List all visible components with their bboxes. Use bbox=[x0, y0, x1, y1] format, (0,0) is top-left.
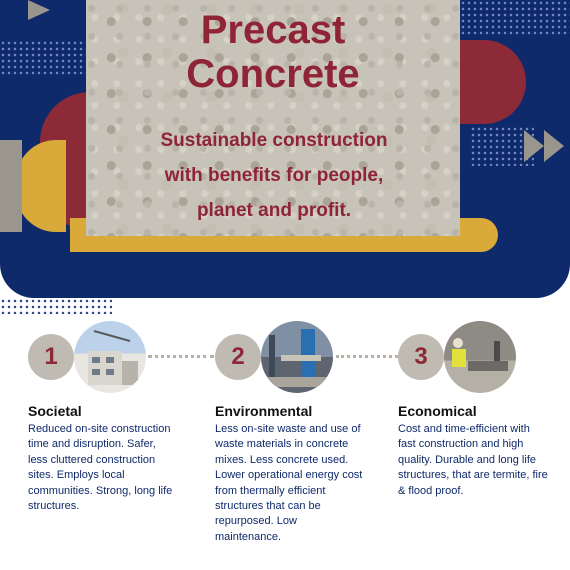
fast-forward-icon bbox=[522, 128, 566, 164]
column-text-societal: Reduced on-site construction time and disruption. Safer, less cluttered construction sites. Employs local communities. Strong, long life structures. bbox=[28, 423, 173, 513]
worker-photo-icon bbox=[444, 321, 516, 393]
factory-photo-icon bbox=[261, 321, 333, 393]
building-photo-icon bbox=[74, 321, 146, 393]
arrow-icon bbox=[28, 0, 50, 20]
grey-shape-left bbox=[0, 140, 22, 232]
dot-pattern-top-right bbox=[460, 0, 570, 36]
subtitle bbox=[118, 123, 430, 228]
dotted-connector-1 bbox=[148, 355, 214, 358]
column-text-environmental: Less on-site waste and use of waste materials in concrete mixes. Less concrete used. Lower operational energy cost from thermally efficient structures that can be repurposed. Low maintenance. bbox=[215, 423, 363, 543]
subtitle-line-3: planet and profit. bbox=[196, 200, 352, 221]
page-title bbox=[86, 8, 460, 96]
dot-pattern-bottom-left bbox=[0, 298, 112, 314]
title-line-1: Precast bbox=[200, 8, 346, 52]
title-line-2: Concrete bbox=[186, 52, 360, 96]
dotted-connector-2 bbox=[336, 355, 398, 358]
column-title-economical: Economical bbox=[398, 403, 477, 419]
subtitle-line-2: with benefits for people, bbox=[164, 165, 384, 186]
step-number-3: 3 bbox=[398, 334, 444, 380]
column-title-societal: Societal bbox=[28, 403, 82, 419]
dot-pattern-left bbox=[0, 40, 86, 76]
column-title-environmental: Environmental bbox=[215, 403, 313, 419]
step-number-2: 2 bbox=[215, 334, 261, 380]
step-number-1: 1 bbox=[28, 334, 74, 380]
column-text-economical: Cost and time-efficient with fast construction and high quality. Durable and long life structures, that are termite, fire & flood proof. bbox=[398, 423, 548, 497]
subtitle-line-1: Sustainable construction bbox=[160, 130, 388, 151]
